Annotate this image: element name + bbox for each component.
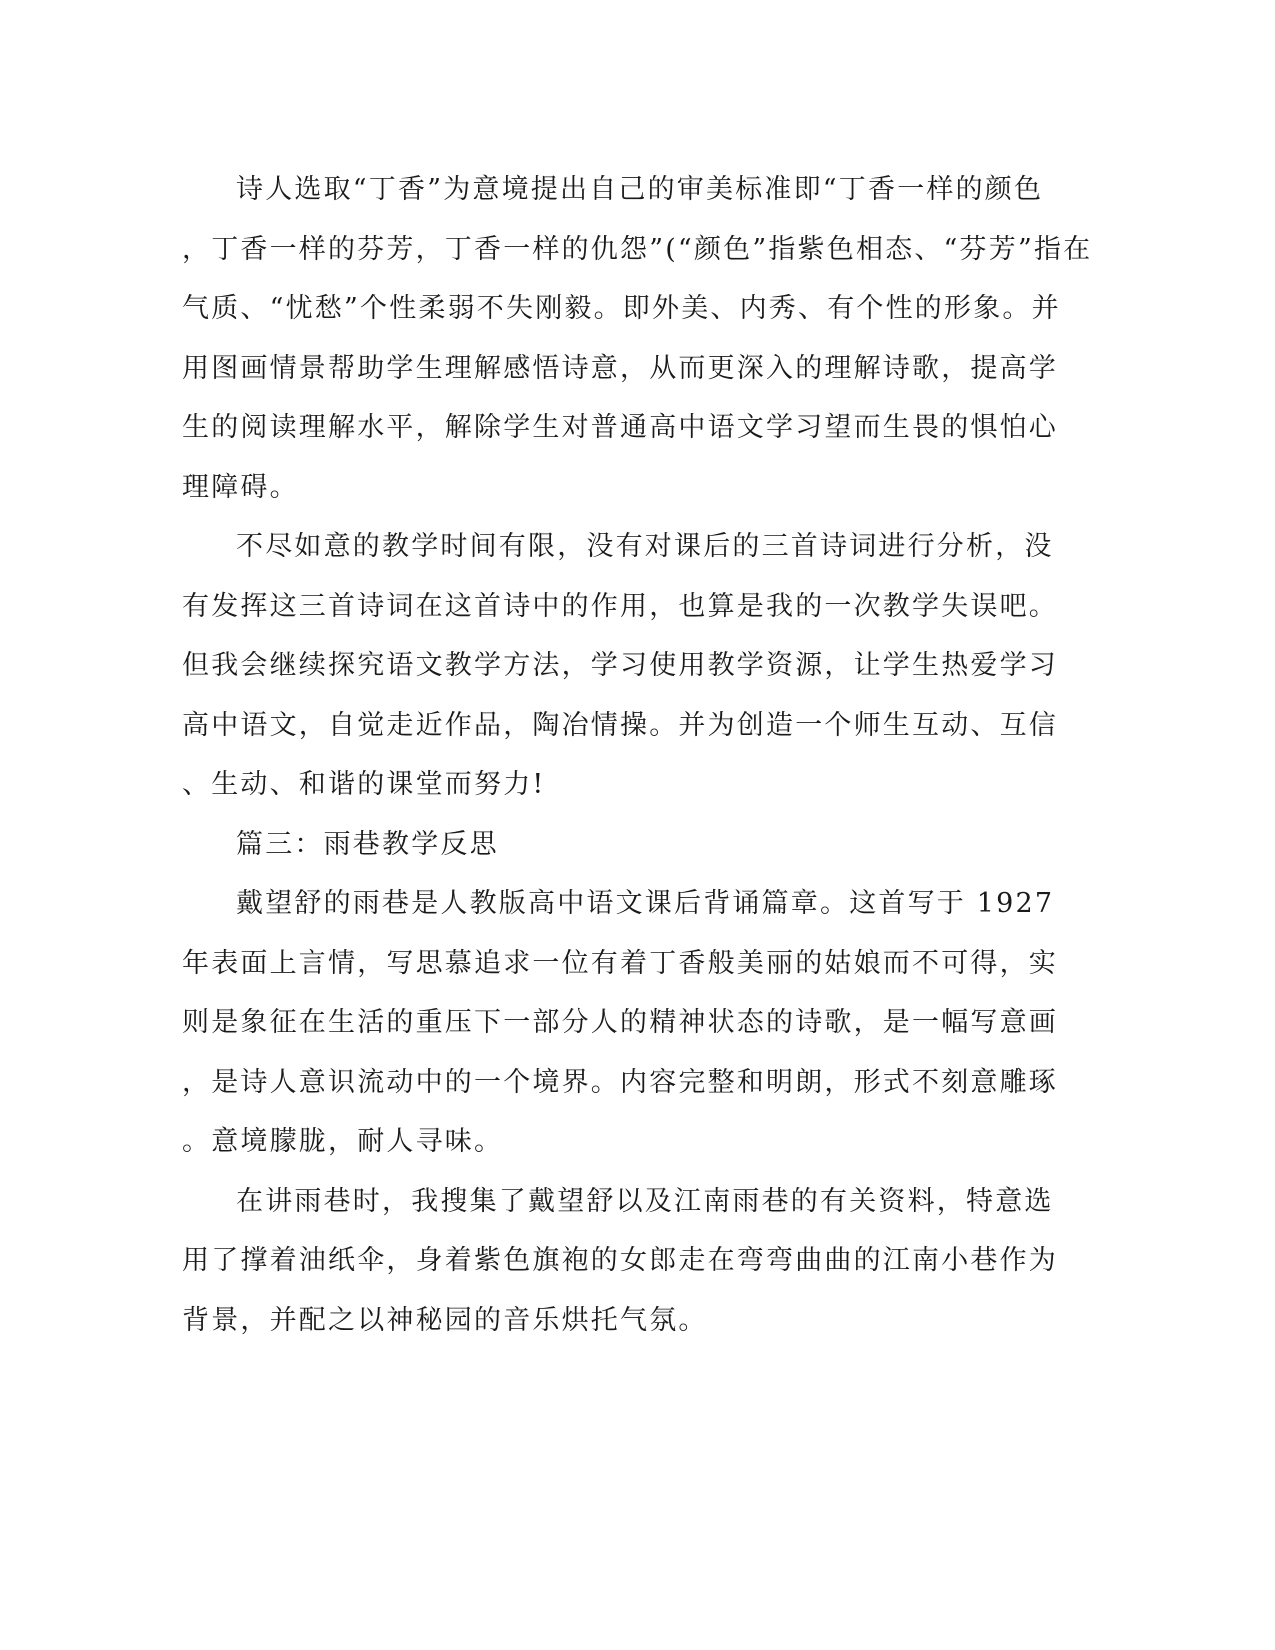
text-line: 、生动、和谐的课堂而努力! (182, 769, 546, 800)
text-line: 。意境朦胧，耐人寻味。 (182, 1126, 504, 1157)
text-line: 诗人选取“丁香”为意境提出自己的审美标准即“丁香一样的颜色 (236, 174, 1044, 205)
text-line: 有发挥这三首诗词在这首诗中的作用，也算是我的一次教学失误吧。 (182, 590, 1058, 622)
text-line: 则是象征在生活的重压下一部分人的精神状态的诗歌，是一幅写意画 (182, 1007, 1058, 1038)
text-line: 用图画情景帮助学生理解感悟诗意，从而更深入的理解诗歌，提高学 (182, 352, 1058, 384)
text-line: 不尽如意的教学时间有限，没有对课后的三首诗词进行分析，没 (236, 531, 1054, 562)
text-line: 生的阅读理解水平，解除学生对普通高中语文学习望而生畏的惧怕心 (182, 412, 1058, 443)
text-line: ，丁香一样的芬芳，丁香一样的仇怨”(“颜色”指紫色相态、“芬芳”指在 (182, 233, 1093, 265)
text-line: 年表面上言情，写思慕追求一位有着丁香般美丽的姑娘而不可得，实 (182, 947, 1058, 979)
text-line: 理障碍。 (182, 471, 299, 503)
text-line: 用了撑着油纸伞，身着紫色旗袍的女郎走在弯弯曲曲的江南小巷作为 (182, 1245, 1058, 1276)
text-line: ，是诗人意识流动中的一个境界。内容完整和明朗，形式不刻意雕琢 (182, 1066, 1058, 1098)
text-line: 在讲雨巷时，我搜集了戴望舒以及江南雨巷的有关资料，特意选 (236, 1185, 1054, 1217)
text-line: 但我会继续探究语文教学方法，学习使用教学资源，让学生热爱学习 (182, 650, 1058, 681)
text-line: 背景，并配之以神秘园的音乐烘托气氛。 (182, 1304, 708, 1336)
paragraph-teaching-materials (182, 1172, 1058, 1351)
section-heading (182, 815, 1042, 875)
paragraph-shortcomings (182, 517, 1058, 815)
text-line: 戴望舒的雨巷是人教版高中语文课后背诵篇章。这首写于 1927 (236, 888, 1055, 919)
paragraph-lilac-imagery (182, 160, 1093, 517)
paragraph-rain-alley-intro (182, 874, 1058, 1172)
text-line: 气质、“忧愁”个性柔弱不失刚毅。即外美、内秀、有个性的形象。并 (182, 293, 1061, 324)
document-body (182, 160, 1093, 1350)
section-heading-text: 篇三：雨巷教学反思 (236, 828, 499, 860)
text-line: 高中语文，自觉走近作品，陶冶情操。并为创造一个师生互动、互信 (182, 709, 1058, 741)
